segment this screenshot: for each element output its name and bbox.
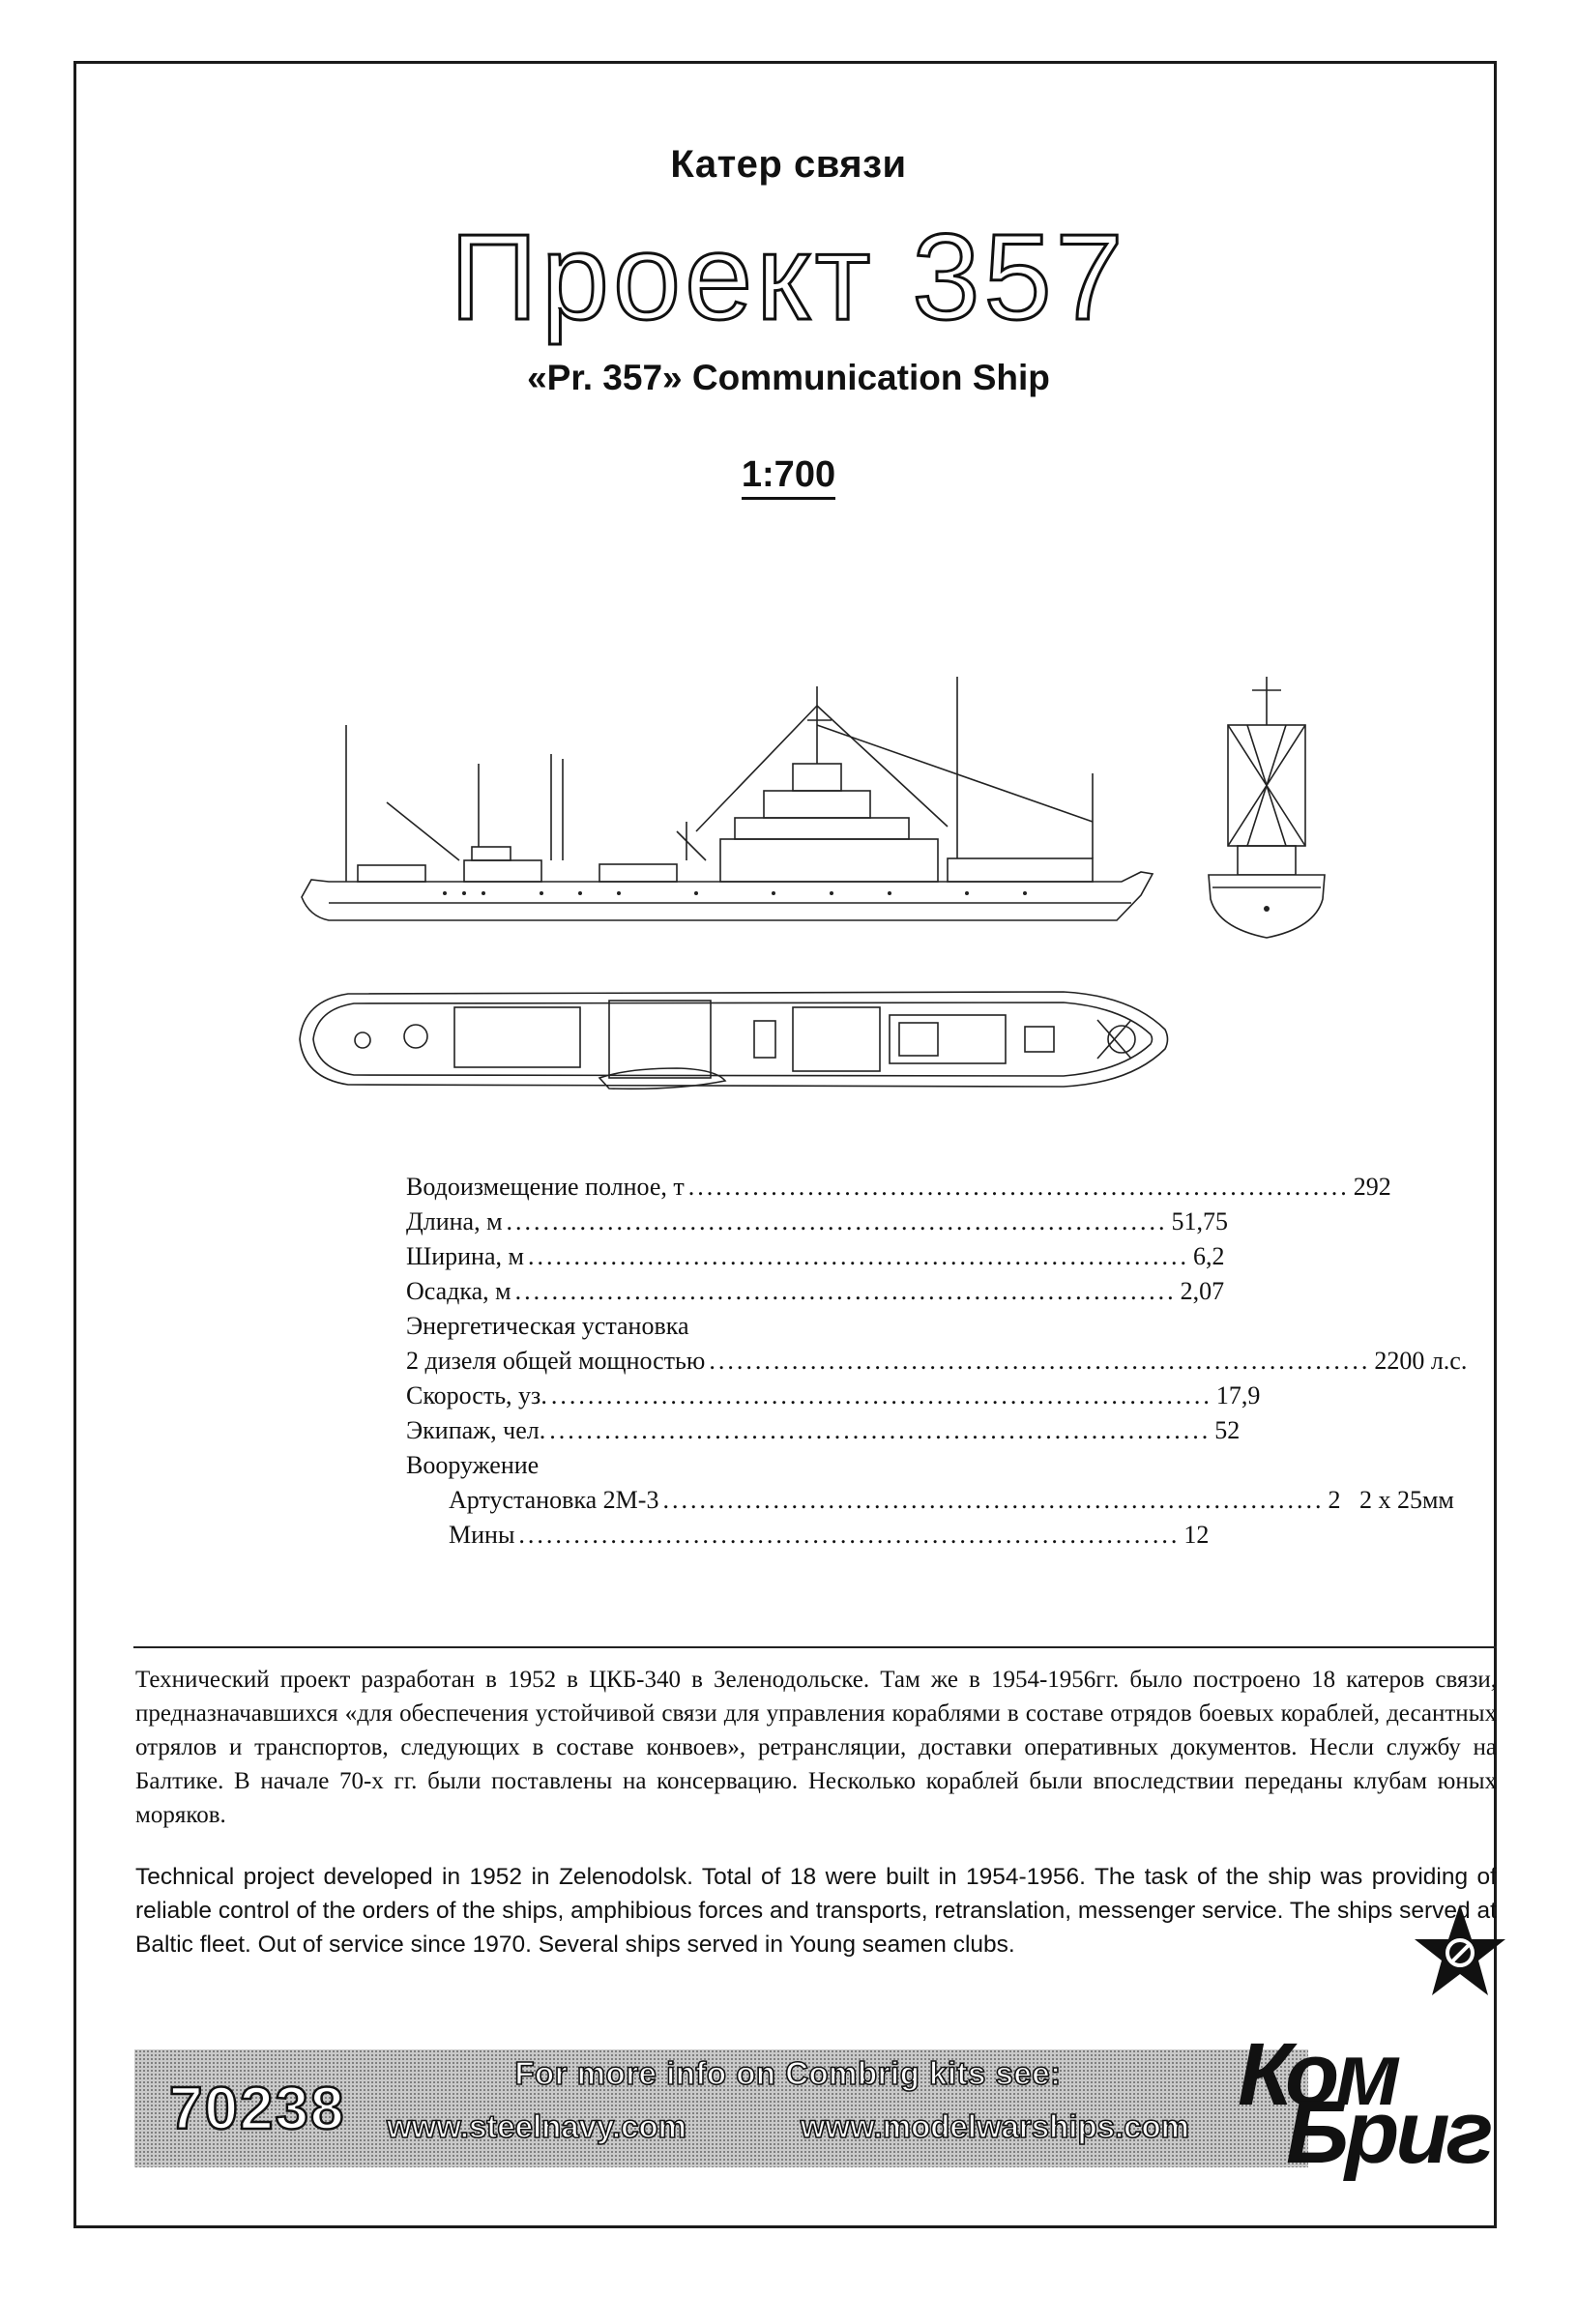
spec-row — [406, 1483, 1454, 1518]
spec-value: 6,2 — [1192, 1242, 1225, 1270]
divider — [133, 1646, 1497, 1648]
spec-value: 17,9 — [1215, 1381, 1261, 1409]
star-hammer-sickle-icon — [1416, 1903, 1504, 2009]
spec-value: 292 — [1353, 1173, 1391, 1201]
spec-label: Ширина, м — [406, 1242, 524, 1270]
leader-dots: ........................................................................ — [506, 1207, 1168, 1235]
leader-dots: ........................................................................ — [518, 1521, 1181, 1549]
spec-row — [406, 1170, 1391, 1205]
logo-text-bottom: Бриг — [1286, 2083, 1490, 2182]
spec-value: 2,07 — [1180, 1277, 1225, 1305]
scale-value: 1:700 — [742, 454, 835, 500]
description-ru: Технический проект разработан в 1952 в ЦКБ-340 в Зеленодольске. Там же в 1954-1956гг. было построено 18 катеров связи, предназначавшихся «для обеспечения устойчивой связи для управления кораблями в составе отрядов боевых кораблей, десантных отрялов и транспортов, следующих в составе конвоев», ретрансляции, доставки оперативных документов. Несли службу на Балтике. В начале 70-х гг. были поставлены на консервацию. Несколько кораблей были впоследствии переданы клубам юных моряков. — [135, 1667, 1497, 1828]
specs-table — [406, 1170, 1468, 1553]
leader-dots: ........................................................................ — [514, 1277, 1177, 1305]
spec-label: Скорость, уз. — [406, 1381, 547, 1409]
ship-plan-view-drawing — [290, 976, 1180, 1102]
leader-dots: ........................................................................ — [687, 1173, 1350, 1201]
spec-row — [406, 1448, 1035, 1483]
spec-value: 52 — [1214, 1416, 1241, 1444]
spec-label: Мины — [449, 1521, 515, 1549]
ship-bow-view-drawing — [1199, 667, 1334, 947]
leader-dots: ........................................................................ — [527, 1242, 1189, 1270]
spec-value: 2 2 x 25мм — [1328, 1486, 1454, 1514]
url-modelwarships-link[interactable]: www.modelwarships.com — [800, 2108, 1189, 2144]
spec-row — [406, 1205, 1229, 1239]
url-line — [387, 2108, 1189, 2145]
spec-label: Осадка, м — [406, 1277, 511, 1305]
logo-text-top: Ком — [1238, 2025, 1398, 2124]
title-en: «Pr. 357» Communication Ship — [527, 358, 1050, 397]
spec-value: 2200 л.с. — [1374, 1347, 1468, 1375]
spec-value: 51,75 — [1171, 1207, 1229, 1235]
subtitle-ru: Катер связи — [670, 143, 907, 186]
spec-row — [406, 1413, 1241, 1448]
description-en: Technical project developed in 1952 in Zelenodolsk. Total of 18 were built in 1954-1956. The task of the ship was providing of reliable control of the orders of the ships, amphibious forces and transports, retranslation, messenger service. The ships served at Baltic fleet. Out of service since 1970. Several ships served in Young seamen clubs. — [135, 1864, 1497, 1958]
spec-label: Экипаж, чел. — [406, 1416, 546, 1444]
spec-label: Длина, м — [406, 1207, 503, 1235]
leader-dots: ........................................................................ — [550, 1381, 1212, 1409]
info-line: For more info on Combrig kits see: — [514, 2055, 1062, 2091]
spec-label: Энергетическая установка — [406, 1312, 689, 1340]
kit-code: 70238 — [169, 2076, 346, 2142]
spec-value: 12 — [1183, 1521, 1210, 1549]
spec-label: Артустановка 2М-3 — [449, 1486, 659, 1514]
spec-row — [406, 1274, 1225, 1309]
scale-label — [0, 454, 1577, 496]
spec-row — [406, 1239, 1225, 1274]
spec-label: Вооружение — [406, 1451, 540, 1479]
ship-profile-drawing — [290, 667, 1180, 947]
leader-dots: ........................................................................ — [709, 1347, 1371, 1375]
spec-label: 2 дизеля общей мощностью — [406, 1347, 706, 1375]
url-steelnavy-link[interactable]: www.steelnavy.com — [387, 2108, 686, 2144]
spec-row — [406, 1379, 1261, 1413]
spec-row — [406, 1309, 1035, 1344]
page-title: Проект 357 — [450, 209, 1127, 345]
spec-row — [406, 1518, 1210, 1553]
leader-dots: ........................................................................ — [549, 1416, 1212, 1444]
spec-row — [406, 1344, 1468, 1379]
leader-dots: ........................................................................ — [662, 1486, 1325, 1514]
spec-label: Водоизмещение полное, т — [406, 1173, 685, 1201]
